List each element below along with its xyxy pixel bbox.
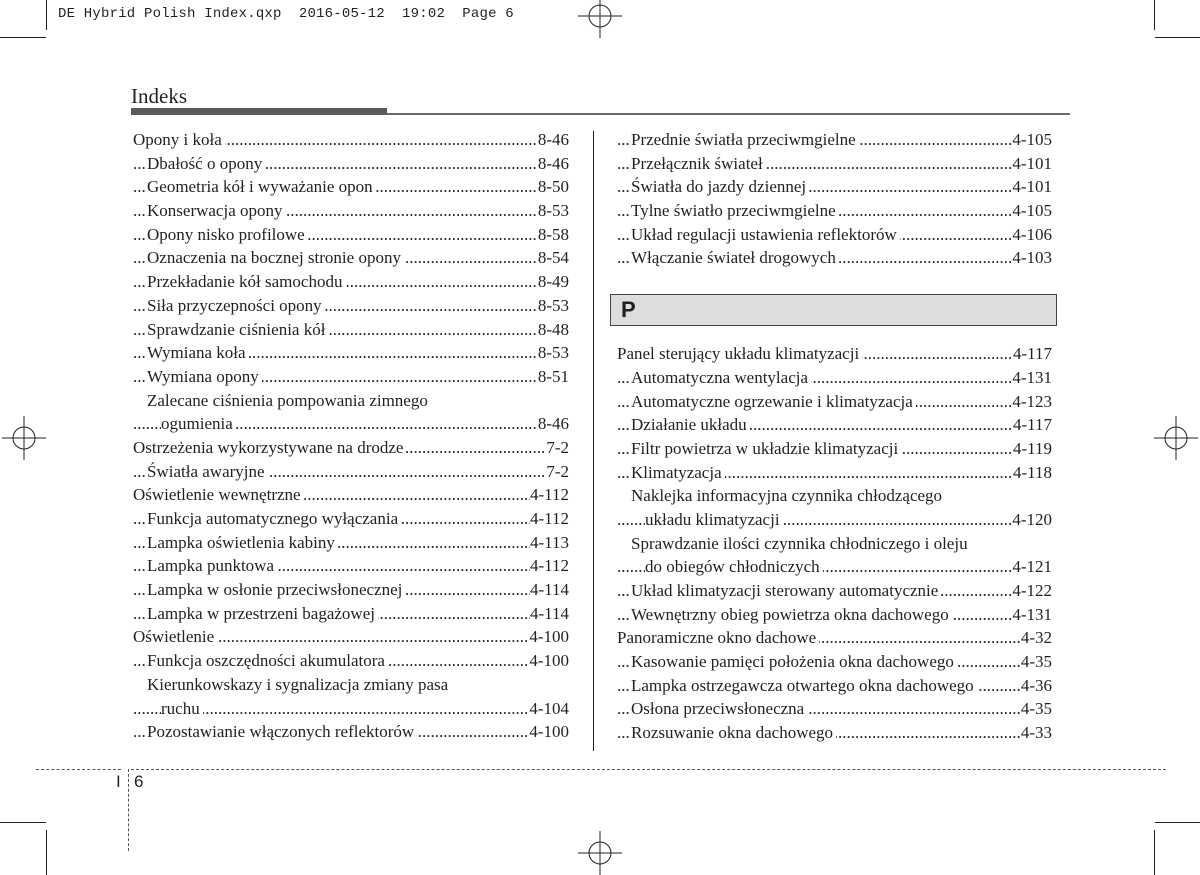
entry-term: Siła przyczepności opony [147,294,325,318]
header-rule-thick [131,108,387,115]
entry-page-ref: 4-121 [1012,555,1052,579]
print-slug: DE Hybrid Polish Index.qxp 2016-05-12 19:02 Page 6 [58,6,514,22]
index-entry [133,436,569,460]
index-entry [133,720,569,744]
index-entry [617,508,1052,532]
entry-page-ref: 8-50 [538,175,569,199]
index-column-left [133,128,569,744]
entry-term: Układ klimatyzacji sterowany automatycznie [631,579,941,603]
footer-rule-vertical [128,769,129,851]
index-entry [133,389,569,413]
entry-page-ref: 8-46 [538,412,569,436]
registration-mark-right-icon [1154,416,1198,460]
entry-term: Opony i koła [133,128,225,152]
index-entry [133,365,569,389]
entry-term: Automatyczna wentylacja [631,366,811,390]
index-entry [617,128,1052,152]
entry-term: Przełącznik świateł [631,152,766,176]
section-label: I [116,772,121,791]
entry-term: Przednie światła przeciwmgielne [631,128,859,152]
entry-term: Funkcja automatycznego wyłączania [147,507,401,531]
page-title: Indeks [131,84,187,108]
entry-page-ref: 8-53 [538,199,569,223]
index-entry [133,649,569,673]
index-entry [617,437,1052,461]
index-entry [133,199,569,223]
index-entry [133,554,569,578]
entry-term: Osłona przeciwsłoneczna [631,697,807,721]
index-entry [133,507,569,531]
entry-page-ref: 8-46 [538,128,569,152]
registration-mark-bottom-icon [578,831,622,875]
entry-term: Opony nisko profilowe [147,223,308,247]
entry-page-ref: 4-100 [529,649,569,673]
entry-term: Włączanie świateł drogowych [631,246,839,270]
entry-term: Funkcja oszczędności akumulatora [147,649,388,673]
index-entry [617,532,1052,556]
index-entry [617,579,1052,603]
entry-page-ref: 8-51 [538,365,569,389]
entry-page-ref: 4-117 [1013,342,1052,366]
index-entry [133,602,569,626]
index-entry [133,697,569,721]
entry-term: ogumienia [161,412,236,436]
entry-term: Ostrzeżenia wykorzystywane na drodze [133,436,406,460]
entry-page-ref: 4-119 [1013,437,1052,461]
entry-page-ref: 4-112 [530,554,569,578]
index-entry [617,175,1052,199]
entry-page-ref: 7-2 [546,436,569,460]
entry-term: Przekładanie kół samochodu [147,270,345,294]
index-entry [617,603,1052,627]
index-entry [617,626,1052,650]
entry-term: Sprawdzanie ciśnienia kół [147,318,328,342]
entry-term: Układ regulacji ustawienia reflektorów [631,223,900,247]
index-column-right [617,128,1052,745]
index-entry [617,390,1052,414]
index-entry [133,152,569,176]
index-entry [617,650,1052,674]
entry-term: Pozostawianie włączonych reflektorów [147,720,417,744]
index-entry [617,246,1052,270]
index-entry [617,366,1052,390]
entry-page-ref: 4-112 [530,483,569,507]
index-entry [133,673,569,697]
section-header-p [610,294,1057,326]
index-entry [617,413,1052,437]
entry-term: Sprawdzanie ilości czynnika chłodniczego i oleju [631,532,971,556]
entry-page-ref: 4-101 [1012,152,1052,176]
entry-page-ref: 8-53 [538,294,569,318]
entry-term: Działanie układu [631,413,750,437]
entry-page-ref: 4-123 [1012,390,1052,414]
column-divider [593,131,594,751]
entry-page-ref: 4-33 [1021,721,1052,745]
entry-term: Wymiana opony [147,365,262,389]
footer-rule-left [36,769,121,770]
index-entry [617,697,1052,721]
index-entry [133,128,569,152]
entry-page-ref: 4-104 [529,697,569,721]
entry-term: ruchu [161,697,203,721]
entry-term: Panoramiczne okno dachowe [617,626,819,650]
index-entry [617,461,1052,485]
entry-page-ref: 4-117 [1013,413,1052,437]
entry-page-ref: 4-103 [1012,246,1052,270]
entry-page-ref: 8-58 [538,223,569,247]
entry-page-ref: 4-112 [530,507,569,531]
entry-page-ref: 4-35 [1021,697,1052,721]
entry-term: Kierunkowskazy i sygnalizacja zmiany pasa [147,673,451,697]
section-letter: P [621,297,636,323]
entry-page-ref: 4-120 [1012,508,1052,532]
index-entry [133,531,569,555]
entry-term: Oświetlenie [133,625,217,649]
entry-page-ref: 4-105 [1012,199,1052,223]
entry-term: Lampka w osłonie przeciwsłonecznej [147,578,405,602]
entry-page-ref: 8-46 [538,152,569,176]
index-entry [617,721,1052,745]
entry-term: Geometria kół i wyważanie opon [147,175,376,199]
entry-page-ref: 4-100 [529,720,569,744]
entry-term: Panel sterujący układu klimatyzacji [617,342,862,366]
index-entry [617,342,1052,366]
index-entry [133,318,569,342]
index-entry [133,412,569,436]
index-entry [133,223,569,247]
entry-term: Automatyczne ogrzewanie i klimatyzacja [631,390,916,414]
footer-rule [131,769,1166,770]
entry-term: Lampka w przestrzeni bagażowej [147,602,378,626]
index-entry [133,246,569,270]
index-entry [133,483,569,507]
entry-page-ref: 4-118 [1013,461,1052,485]
entry-term: Oświetlenie wewnętrzne [133,483,304,507]
index-entry [133,578,569,602]
entry-term: Konserwacja opony [147,199,286,223]
entry-page-ref: 4-114 [530,578,569,602]
index-entry [133,625,569,649]
entry-page-ref: 4-131 [1012,366,1052,390]
entry-page-ref: 8-54 [538,246,569,270]
index-entry [617,555,1052,579]
entry-page-ref: 4-122 [1012,579,1052,603]
entry-page-ref: 4-101 [1012,175,1052,199]
header-rule-thin [387,113,1070,115]
entry-page-ref: 8-53 [538,341,569,365]
entry-page-ref: 4-100 [529,625,569,649]
index-entry [617,674,1052,698]
registration-mark-top-icon [578,0,622,38]
entry-term: Tylne światło przeciwmgielne [631,199,839,223]
entry-term: Światła awaryjne [147,460,268,484]
entry-page-ref: 8-49 [538,270,569,294]
page-number: 6 [134,772,144,791]
entry-page-ref: 4-105 [1012,128,1052,152]
entry-term: Filtr powietrza w układzie klimatyzacji [631,437,901,461]
entry-term: Lampka ostrzegawcza otwartego okna dachowego [631,674,977,698]
entry-term: Zalecane ciśnienia pompowania zimnego [147,389,431,413]
entry-term: Klimatyzacja [631,461,725,485]
index-entry [617,223,1052,247]
entry-page-ref: 4-35 [1021,650,1052,674]
entry-page-ref: 4-36 [1021,674,1052,698]
entry-page-ref: 7-2 [546,460,569,484]
entry-term: Wymiana koła [147,341,249,365]
entry-page-ref: 4-114 [530,602,569,626]
index-entry [133,270,569,294]
index-entry [617,484,1052,508]
index-entry [133,294,569,318]
entry-term: Rozsuwanie okna dachowego [631,721,836,745]
index-entry [617,199,1052,223]
entry-page-ref: 4-131 [1012,603,1052,627]
entry-term: Naklejka informacyjna czynnika chłodzącego [631,484,945,508]
index-entry [133,460,569,484]
registration-mark-left-icon [2,416,46,460]
entry-term: Wewnętrzny obieg powietrza okna dachowego [631,603,952,627]
index-entry [133,341,569,365]
entry-term: Dbałość o opony [147,152,265,176]
entry-page-ref: 8-48 [538,318,569,342]
index-entry [617,152,1052,176]
entry-page-ref: 4-113 [530,531,569,555]
entry-term: do obiegów chłodniczych [645,555,823,579]
entry-term: Światła do jazdy dziennej [631,175,809,199]
index-entry [133,175,569,199]
entry-page-ref: 4-106 [1012,223,1052,247]
entry-term: Lampka oświetlenia kabiny [147,531,338,555]
entry-term: Lampka punktowa [147,554,277,578]
entry-page-ref: 4-32 [1021,626,1052,650]
entry-term: Oznaczenia na bocznej stronie opony [147,246,404,270]
entry-term: układu klimatyzacji [645,508,783,532]
entry-term: Kasowanie pamięci położenia okna dachowego [631,650,957,674]
